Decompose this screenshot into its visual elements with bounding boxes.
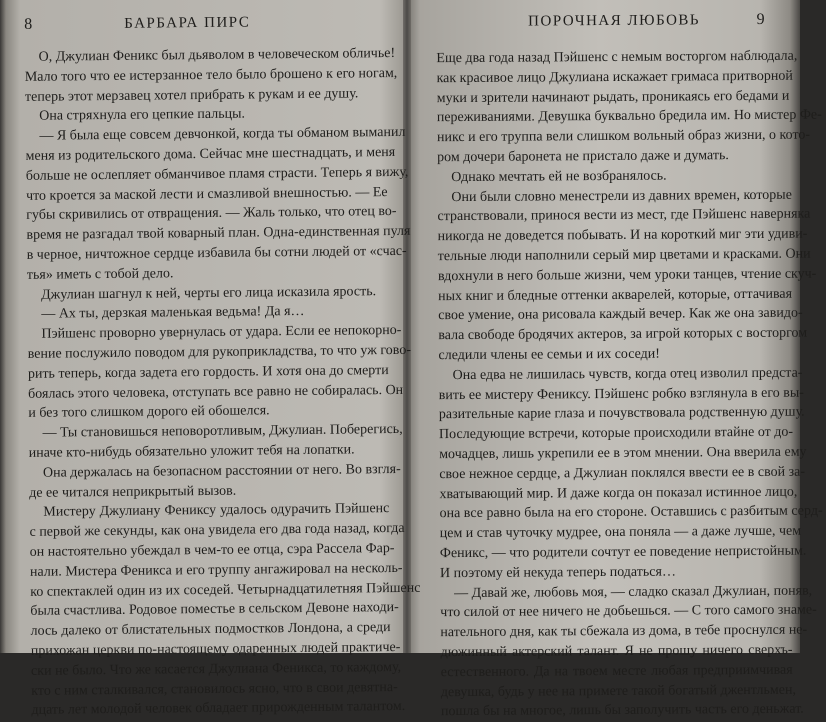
running-head-author: БАРБАРА ПИРС <box>124 14 251 32</box>
text-line: никогда не доведется побывать. И на короткий миг эти удиви- <box>437 226 808 245</box>
text-line: муки и зрители начинают рыдать, проникаясь его бедами и <box>436 88 790 106</box>
page-number-right: 9 <box>756 10 767 28</box>
text-line: Она держалась на безопасном расстоянии от него. Во взгля- <box>42 461 401 481</box>
text-line: О, Джулиан Феникс был дьяволом в человеческом обличье! <box>38 45 396 65</box>
text-line: меня из родительского дома. Сейчас мне шестнадцать, и меня <box>25 144 396 164</box>
text-line: — Давай же, любовь моя, — сладко сказал Джулиан, поняв, <box>454 583 813 601</box>
text-line: переживаниями. Девушка буквально бредила им. Но мистер Фе- <box>436 107 822 126</box>
text-line: Она стряхнула его цепкие пальцы. <box>39 106 246 125</box>
text-line: Они были словно менестрели из давних времен, которые <box>451 187 792 205</box>
text-line: вить ее мистеру Фениксу. Пэйшенс робко взглянула в его вы- <box>438 385 804 403</box>
text-line: вала свободе бродячих актеров, за игрой которых с восторгом <box>438 325 808 344</box>
text-line: тельные люди наполнили серый мир цветами и красками. Они <box>437 246 811 265</box>
text-line: больше не ослепляет обманчивое пламя страсти. Теперь я вижу, <box>25 164 409 184</box>
text-line: Феникс, — что родители сочтут ее поведение непристойным. <box>439 543 807 562</box>
text-line: лось далеко от блистательных подмостков Лондона, а среди <box>30 620 391 639</box>
text-line: рить теперь, когда задета его гордость. И хотя она до смерти <box>27 362 389 382</box>
text-line: в черное, ничтожное сердце избавила бы сотни людей от «счас- <box>26 243 407 263</box>
text-line: нали. Мистера Феникса и его труппу ангажировал на несколь- <box>29 560 403 580</box>
text-line: Мистеру Джулиану Фениксу удалось одурачить Пэйшенс <box>43 501 390 521</box>
text-line: — Ты становишься неповоротливым, Джулиан. Поберегись, <box>42 422 403 441</box>
text-line: и без того слишком дорого ей обошелся. <box>28 403 270 422</box>
text-line: Она едва не лишилась чувств, когда отец изволил предста- <box>452 365 803 383</box>
text-line: Еще два года назад Пэйшенс с немым восторгом наблюдала, <box>436 48 798 67</box>
text-line: Последующие встречи, которые происходили втайне от до- <box>438 424 794 443</box>
text-line: Мало того что ее истерзанное тело было брошено к его ногам, <box>24 65 398 85</box>
text-line: кто с ним сталкивался, становилось ясно, что в свои девятна- <box>31 679 398 699</box>
text-line: следили члены ее семьи и их соседи! <box>438 346 660 364</box>
text-line: что силой от нее ничего не добьешься. — С того самого знаме- <box>440 602 817 621</box>
text-line: нательного дня, как ты сбежала из дома, в тебе проснулся не- <box>440 622 808 641</box>
text-line: разительные карие глаза и почувствовала родственную душу. <box>438 404 805 423</box>
text-line: — Я была еще совсем девчонкой, когда ты обманом выманил <box>39 125 406 144</box>
right-page-text <box>436 35 823 722</box>
text-line: ски не было. Что же касается Джулиана Феникса, то каждому, <box>30 659 402 679</box>
text-line: никс и его труппа вели слишком вольный образ жизни, о кото- <box>436 127 811 146</box>
text-line: Однако мечтать ей не возбранялось. <box>451 168 667 185</box>
text-line: иначе кто-нибудь обязательно уложит тебя на лопатки. <box>28 442 355 461</box>
text-line: де ее читался неприкрытый вызов. <box>29 483 237 501</box>
text-line: теперь этот мерзавец хотел прибрать к рукам и ее душу. <box>24 85 359 105</box>
text-line: вение послужило поводом для рукоприкладства, то что уж гово- <box>27 342 412 362</box>
page-number-left: 8 <box>24 15 34 33</box>
text-line: странствовали, принося вести из мест, где Пэйшенс наверняка <box>437 206 811 225</box>
right-page-header <box>436 11 788 37</box>
text-line: мочадцев, лишь укрепили ее в этом мнении. Она вверила ему <box>439 444 807 463</box>
text-line: тья» иметь с тобой дело. <box>26 266 174 283</box>
text-line: хватывающий мир. И даже когда он показал истинное лицо, <box>439 484 798 502</box>
text-line: дюжинный актерский талант. Я не прошу ничего сверхъ- <box>440 642 793 661</box>
text-line: с первой же секунды, как она увидела его два года назад, когда <box>29 521 405 540</box>
text-line: Джулиан шагнул к ней, черты его лица исказила ярость. <box>40 283 377 303</box>
text-line: И поэтому ей некуда теперь податься… <box>439 564 676 581</box>
right-page <box>410 0 823 720</box>
text-line: свое нежное сердце, а Джулиан поклялся ввести ее в свой за- <box>439 464 806 482</box>
text-line: Пэйшенс проворно увернулась от удара. Если ее непокорно- <box>41 323 402 342</box>
text-line: цем и став чуточку мудрее, она поняла — а даже лучше, чем <box>439 523 802 542</box>
running-head-title: ПОРОЧНАЯ ЛЮБОВЬ <box>528 12 701 30</box>
text-line: ко спектаклей один из их соседей. Четырнадцатилетняя Пэйшенс <box>30 580 421 600</box>
left-page-text <box>24 36 421 721</box>
text-line: вдохнули в него больше жизни, чем уроки танцев, чтение скуч- <box>437 266 817 284</box>
text-line: девушка, будь у нее на примете такой богатый джентльмен, <box>440 682 797 700</box>
text-line: была счастлива. Родовое поместье в сельском Девоне находи- <box>30 600 399 620</box>
text-line: как красивое лицо Джулиана искажает гримаса притворной <box>436 68 793 86</box>
text-line: дцать лет молодой человек обладает прирожденным талантом. <box>31 699 406 719</box>
text-line: он настоятельно убеждал в чем-то ее отца, сэра Рассела Фар- <box>29 540 395 560</box>
text-line: боялась этого человека, отступать все равно не собиралась. Он <box>28 382 404 402</box>
text-line: ром дочери баронета не пристало даже и думать. <box>437 148 729 166</box>
text-line: ных книг и бледные оттенки акварелей, которые, оттачивая <box>438 286 793 304</box>
text-line: свое умение, она рисовала каждый вечер. Как же она завидо- <box>438 305 803 324</box>
text-line: губы скривились от отвращения. — Жаль только, что отец во- <box>26 204 397 224</box>
text-line: — Ах ты, дерзкая маленькая ведьма! Да я… <box>41 304 305 323</box>
text-line: пошла бы на многое, лишь бы заполучить часть его деньжат. <box>440 701 804 720</box>
left-page-header <box>24 12 393 40</box>
text-line: прихожан церкви по-настоящему одаренных людей практиче- <box>30 639 401 659</box>
text-line: естественного. Да на твоем месте любая предприимчивая <box>440 662 793 680</box>
text-line: она все равно была на его стороне. Оставшись с разбитым серд- <box>439 503 823 522</box>
text-line: что кроется за маской лести и смазливой внешностью. — Ее <box>25 184 388 204</box>
text-line: время не разгадал твой коварный план. Одна-единственная пуля <box>26 224 411 244</box>
